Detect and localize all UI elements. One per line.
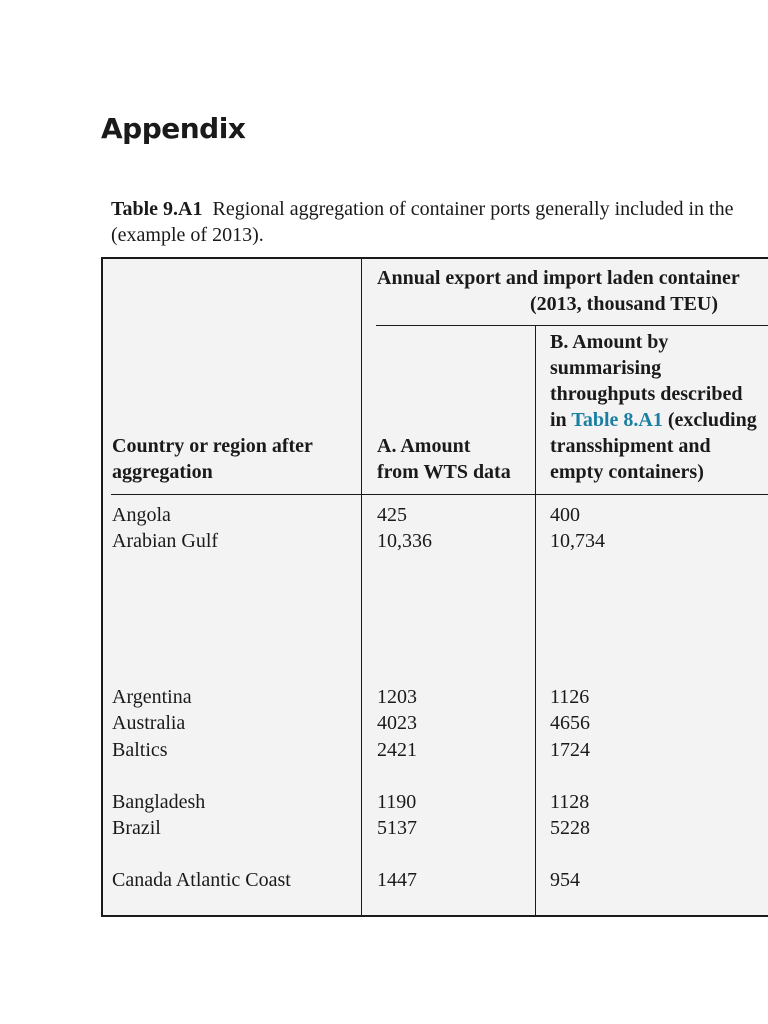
table-row-australia-a: 4023 [377,712,417,734]
col-header-b-suffix: (excluding [662,409,757,431]
table-reference-link[interactable]: Table 8.A1 [571,409,663,431]
col-header-country-line-2: aggregation [112,461,213,483]
col-header-a-line-2: from WTS data [377,461,511,483]
table-row-brazil-a: 5137 [377,817,417,839]
table-row-angola-a: 425 [377,504,407,526]
data-table [101,257,768,917]
table-row-canada-atlantic-country: Canada Atlantic Coast [112,869,291,891]
group-header-line-2: (2013, thousand TEU) [530,293,719,315]
header-bottom-rule [111,494,768,495]
caption-line-2: (example of 2013). [111,224,264,246]
caption-line-1 [111,196,768,222]
table-row-angola-country: Angola [112,504,171,526]
table-row-argentina-country: Argentina [112,686,192,708]
table-row-baltics-b: 1724 [550,739,590,761]
table-row-arabian-gulf-a: 10,336 [377,530,432,552]
table-row-australia-b: 4656 [550,712,590,734]
table-row-argentina-a: 1203 [377,686,417,708]
table-row-baltics-country: Baltics [112,739,168,761]
table-row-baltics-a: 2421 [377,739,417,761]
table-row-brazil-b: 5228 [550,817,590,839]
table-row-bangladesh-a: 1190 [377,791,417,813]
table-row-arabian-gulf-b: 10,734 [550,530,605,552]
table-row-canada-atlantic-a: 1447 [377,869,417,891]
col-header-b-line-1: B. Amount by [550,331,669,353]
col-header-b-prefix: in [550,409,572,431]
caption-label: Table 9.A1 [111,198,203,220]
group-header-line-1: Annual export and import laden container [377,267,740,289]
table-row-bangladesh-b: 1128 [550,791,590,813]
caption-text: Regional aggregation of container ports generally included in the [212,198,734,220]
group-header-rule [376,325,768,326]
table-caption [111,196,768,248]
col-header-b [550,329,757,485]
col-header-b-line-3: throughputs described [550,383,743,405]
table-row-arabian-gulf-country: Arabian Gulf [112,530,219,552]
col-header-b-line-4 [550,407,757,433]
table-row-canada-atlantic-b: 954 [550,869,580,891]
table-row-argentina-b: 1126 [550,686,590,708]
table-row-angola-b: 400 [550,504,580,526]
col-header-b-line-5: transshipment and [550,435,711,457]
table-row-bangladesh-country: Bangladesh [112,791,206,813]
col-header-a-line-1: A. Amount [377,435,471,457]
page-heading: Appendix [101,112,246,145]
column-divider-1 [361,259,362,917]
table-row-brazil-country: Brazil [112,817,161,839]
col-header-b-line-2: summarising [550,357,662,379]
column-divider-2 [535,325,536,917]
col-header-b-line-6: empty containers) [550,461,704,483]
col-header-a [377,433,511,485]
table-row-australia-country: Australia [112,712,186,734]
col-header-country [112,433,313,485]
col-header-country-line-1: Country or region after [112,435,313,457]
